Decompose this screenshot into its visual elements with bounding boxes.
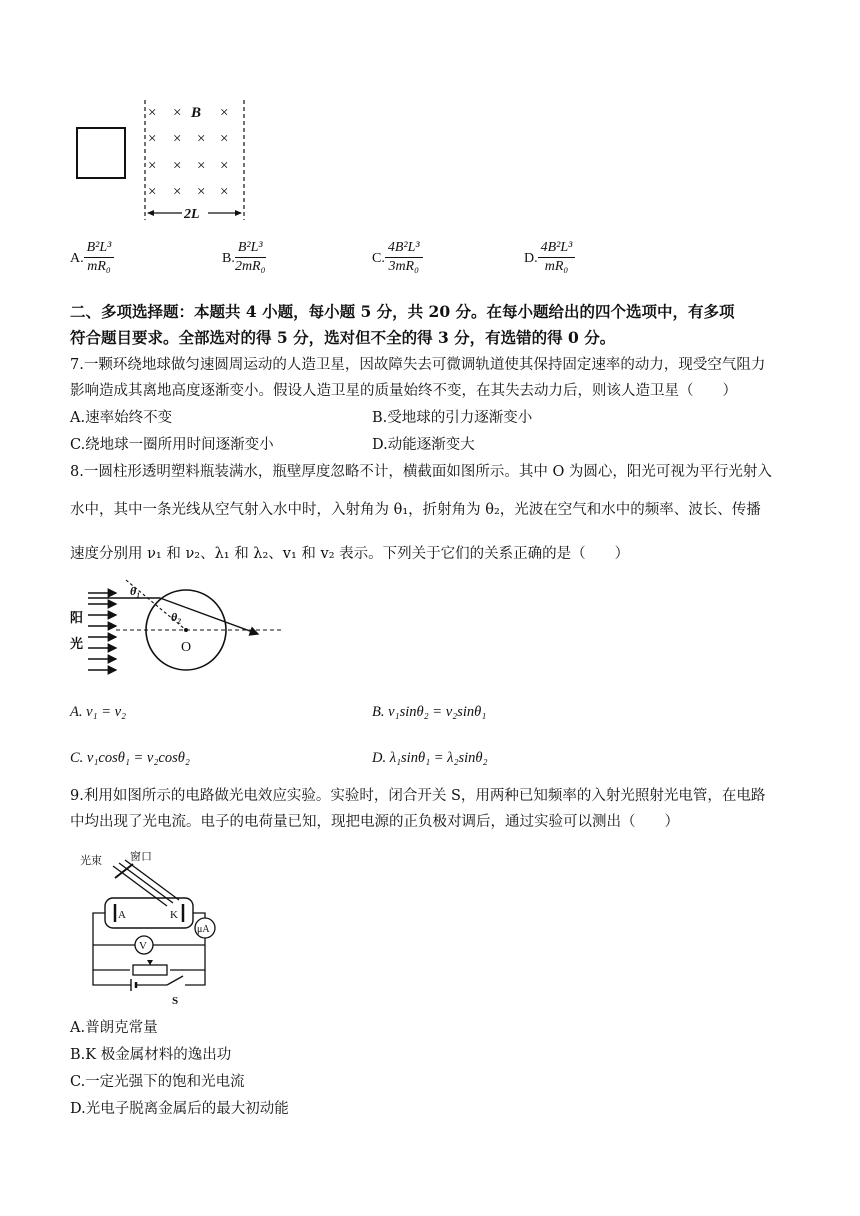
theta1-label: θ₁: [130, 584, 141, 598]
square-loop: [77, 128, 125, 178]
svg-text:×: ×: [173, 131, 182, 147]
q7-stem-line2: 影响造成其离地高度逐渐变小。假设人造卫星的质量始终不变，在其失去动力后，则该人造卫星（ ）: [70, 383, 737, 399]
refraction-figure: [68, 578, 288, 688]
svg-text:×: ×: [220, 105, 229, 121]
microammeter-label: μA: [197, 924, 210, 935]
photoelectric-circuit-figure: [75, 848, 220, 1008]
q9-option-b[interactable]: B.K 极金属材料的逸出功: [70, 1047, 232, 1063]
width-label: 2L: [184, 207, 200, 222]
q7-option-d[interactable]: D.动能逐渐变大: [372, 437, 475, 453]
q9-option-d[interactable]: D.光电子脱离金属后的最大初动能: [70, 1101, 289, 1117]
svg-text:×: ×: [173, 184, 182, 200]
q7-stem-line1: 7.一颗环绕地球做匀速圆周运动的人造卫星，因故障失去可微调轨道使其保持固定速率的动力，现受空气阻力: [70, 357, 766, 373]
voltmeter-label: V: [139, 940, 147, 952]
switch-label: S: [172, 995, 179, 1007]
section2-heading-line2: 符合题目要求。全部选对的得 5 分，选对但不全的得 3 分，有选错的得 0 分。: [70, 328, 616, 347]
q8-stem-line1: 8.一圆柱形透明塑料瓶装满水，瓶壁厚度忽略不计，横截面如图所示。其中 O 为圆心，阳光可视为平行光射入: [70, 464, 772, 480]
section2-heading-line1: 二、多项选择题：本题共 4 小题，每小题 5 分，共 20 分。在每小题给出的四个选项中，有多项: [70, 302, 735, 321]
q6-option-a[interactable]: A. $\frac{\text{B²L³}}{\text{mR₀}}$: [70, 240, 114, 275]
svg-text:×: ×: [148, 184, 157, 200]
q9-stem-line1: 9.利用如图所示的电路做光电效应实验。实验时，闭合开关 S，用两种已知频率的入射光照射光电管，在电路: [70, 788, 766, 804]
svg-text:×: ×: [148, 131, 157, 147]
svg-text:×: ×: [220, 184, 229, 200]
light-label: 光: [70, 636, 84, 651]
q9-stem-line2: 中均出现了光电流。电子的电荷量已知，现把电源的正负极对调后，通过实验可以测出（ ）: [70, 814, 679, 830]
window-label: 窗口: [130, 851, 152, 863]
svg-text:×: ×: [220, 158, 229, 174]
q9-option-c[interactable]: C.一定光强下的饱和光电流: [70, 1074, 245, 1090]
q9-option-a[interactable]: A.普朗克常量: [70, 1020, 158, 1036]
q8-option-c[interactable]: C. v₁cosθ₁ = v₂cosθ₂: [70, 750, 190, 766]
svg-text:×: ×: [197, 158, 206, 174]
q8-stem-line2: 水中，其中一条光线从空气射入水中时，入射角为 θ₁，折射角为 θ₂，光波在空气和水中的频率、波长、传播: [70, 502, 761, 518]
svg-text:×: ×: [173, 158, 182, 174]
q6-option-d[interactable]: D. $\frac{\text{4B²L³}}{\text{mR₀}}$: [524, 240, 575, 275]
sunlight-rays: [88, 593, 116, 670]
q6-option-c[interactable]: C. $\frac{\text{4B²L³}}{\text{3mR₀}}$: [372, 240, 423, 275]
center-dot: [184, 628, 188, 632]
q7-option-a[interactable]: A.速率始终不变: [70, 410, 173, 426]
sun-label: 阳: [70, 610, 84, 625]
field-crosses: [148, 105, 228, 200]
q8-option-a[interactable]: A. ν₁ = ν₂: [70, 704, 127, 720]
cathode-label: K: [170, 909, 178, 921]
rheostat: [133, 965, 167, 975]
q8-stem-line3: 速度分别用 ν₁ 和 ν₂、λ₁ 和 λ₂、v₁ 和 v₂ 表示。下列关于它们的关系正确的是（ ）: [70, 546, 630, 562]
svg-text:×: ×: [220, 131, 229, 147]
switch: [167, 976, 183, 985]
q6-option-b[interactable]: B. $\frac{\text{B²L³}}{\text{2mR₀}}$: [222, 240, 266, 274]
svg-text:×: ×: [197, 184, 206, 200]
svg-text:×: ×: [197, 131, 206, 147]
center-label: O: [181, 640, 192, 655]
beam-label: 光束: [80, 855, 102, 867]
svg-text:×: ×: [173, 105, 182, 121]
anode-label: A: [118, 909, 126, 921]
q8-option-d[interactable]: D. λ₁sinθ₁ = λ₂sinθ₂: [372, 750, 488, 766]
svg-text:×: ×: [148, 158, 157, 174]
q7-option-c[interactable]: C.绕地球一圈所用时间逐渐变小: [70, 437, 274, 453]
q7-option-b[interactable]: B.受地球的引力逐渐变小: [372, 410, 533, 426]
theta2-label: θ₂: [171, 610, 182, 624]
field-label: B: [191, 105, 202, 121]
svg-text:×: ×: [148, 105, 157, 121]
q8-option-b[interactable]: B. v₁sinθ₂ = v₂sinθ₁: [372, 704, 487, 720]
loop-field-figure: [70, 98, 255, 228]
